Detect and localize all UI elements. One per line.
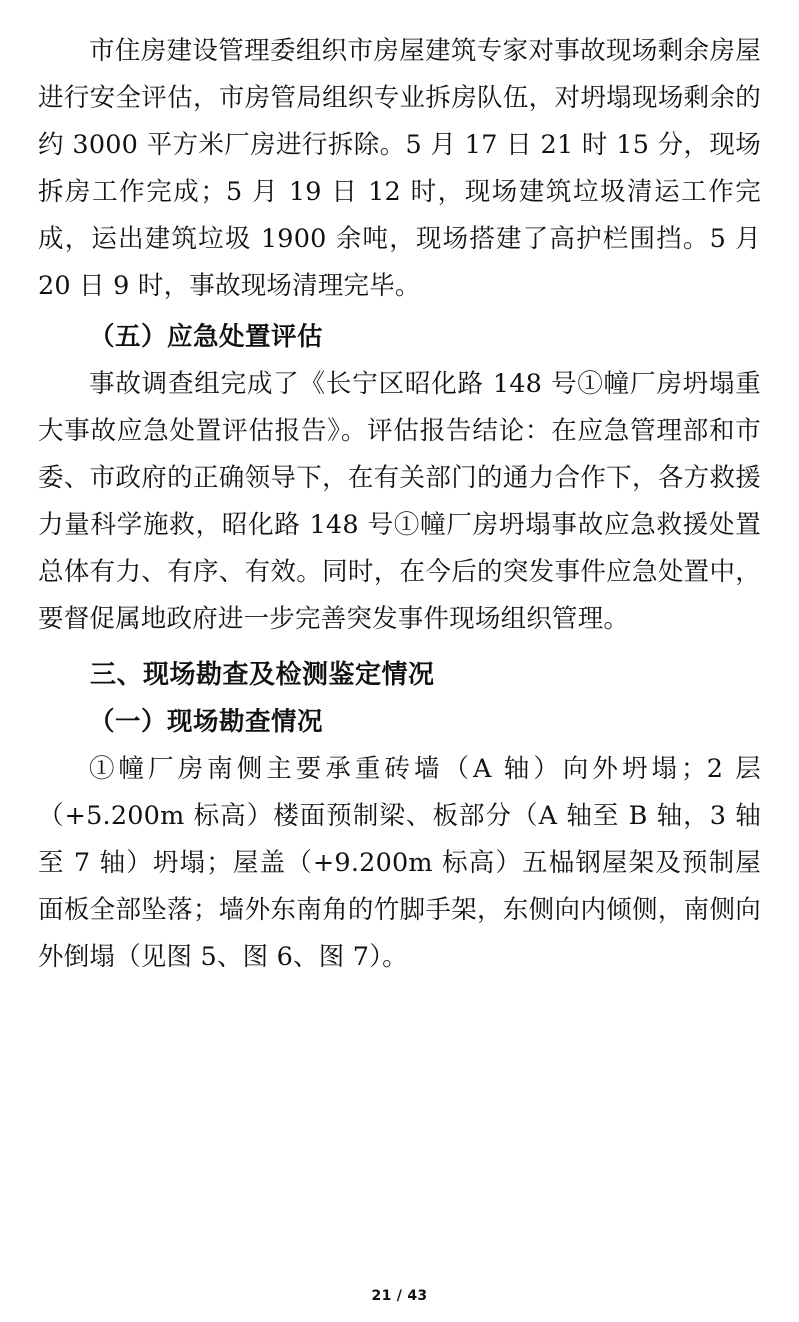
paragraph-demolition: 市住房建设管理委组织市房屋建筑专家对事故现场剩余房屋进行安全评估，市房管局组织专业拆房队伍，对坍塌现场剩余的约 3000 平方米厂房进行拆除。5 月 17 日 21 时 15 分，现场拆房工作完成；5 月 19 日 12 时，现场建筑垃圾清运工作完成，运出建筑垃圾 1900 余吨，现场搭建了高护栏围挡。5 月 20 日 9 时，事故现场清理完毕。 [38,36,761,301]
page-number: 21 / 43 [371,1288,428,1304]
heading-emergency-evaluation: （五）应急处置评估 [89,322,324,352]
heading-section-three: 三、现场勘查及检测鉴定情况 [90,660,435,690]
heading-site-survey: （一）现场勘查情况 [89,707,324,737]
paragraph-site-survey: ①幢厂房南侧主要承重砖墙（A 轴）向外坍塌；2 层（+5.200m 标高）楼面预制梁、板部分（A 轴至 B 轴，3 轴至 7 轴）坍塌；屋盖（+9.200m 标高）五榀钢屋架及预制屋面板全部坠落；墙外东南角的竹脚手架，东侧向内倾侧，南侧向外倒塌（见图 5、图 6、图 7）。 [38,754,761,972]
paragraph-emergency-evaluation: 事故调查组完成了《长宁区昭化路 148 号①幢厂房坍塌重大事故应急处置评估报告》。评估报告结论：在应急管理部和市委、市政府的正确领导下，在有关部门的通力合作下，各方救援力量科学施救，昭化路 148 号①幢厂房坍塌事故应急救援处置总体有力、有序、有效。同时，在今后的突发事件应急处置中，要督促属地政府进一步完善突发事件现场组织管理。 [38,369,761,634]
spacer [38,643,761,652]
